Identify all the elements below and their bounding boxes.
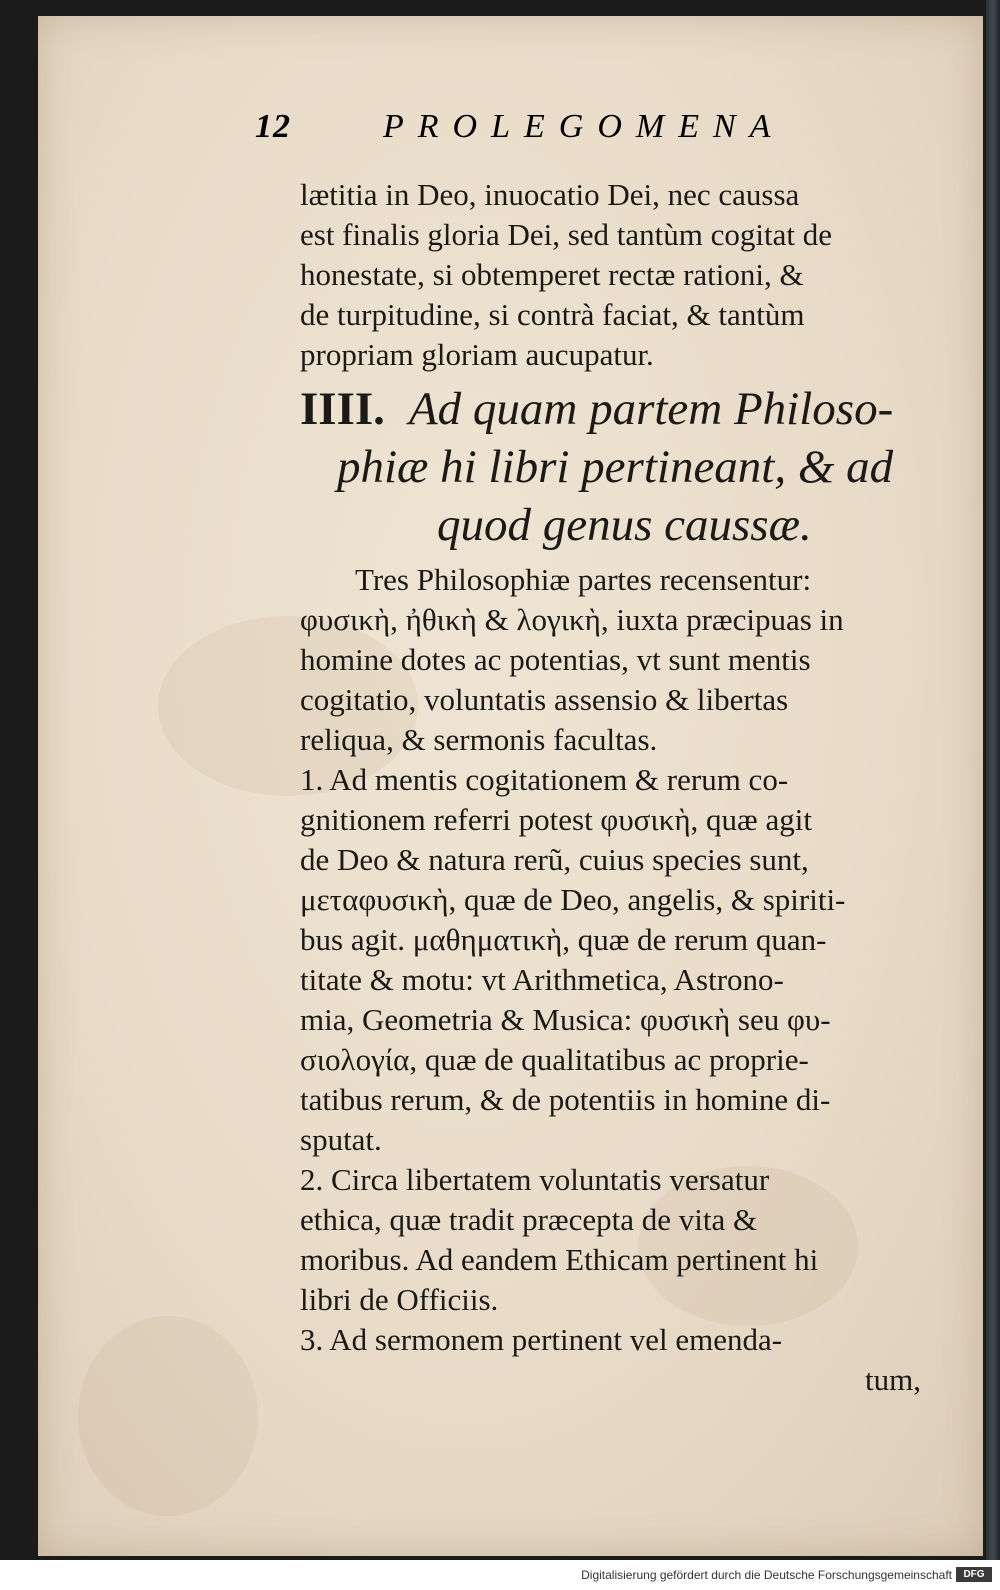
text-line: libri de Officiis. [300, 1282, 499, 1317]
text-line: honestate, si obtemperet rectæ rationi, & [300, 257, 804, 292]
text-line: tatibus rerum, & de potentiis in homine di- [300, 1082, 831, 1117]
heading-line: phiæ hi libri pertineant, & ad [337, 441, 894, 493]
dfg-logo: DFG [956, 1567, 992, 1582]
funding-credit: Digitalisierung gefördert durch die Deutsche Forschungsgemeinschaft [581, 1568, 952, 1582]
running-head: PROLEGOMENA [383, 108, 785, 145]
text-line: propriam gloriam aucupatur. [300, 337, 654, 372]
text-line: lætitia in Deo, inuocatio Dei, nec caussa [300, 177, 800, 212]
text-line: reliqua, & sermonis facultas. [300, 722, 658, 757]
text-line: 1. Ad mentis cogitationem & rerum co- [300, 762, 789, 797]
text-line: 2. Circa libertatem voluntatis versatur [300, 1162, 770, 1197]
text-line: φυσικὴ, ἠθικὴ & λογικὴ, iuxta præcipuas in [300, 602, 844, 637]
digitization-footer [0, 1560, 1000, 1590]
text-line: moribus. Ad eandem Ethicam pertinent hi [300, 1242, 819, 1277]
section-numeral: IIII. [300, 383, 385, 435]
text-line: sputat. [300, 1122, 382, 1157]
heading-line: quod genus caussæ. [437, 499, 812, 551]
text-line: titate & motu: vt Arithmetica, Astrono- [300, 962, 784, 997]
text-line: est finalis gloria Dei, sed tantùm cogitat de [300, 217, 833, 252]
text-line: 3. Ad sermonem pertinent vel emenda- [300, 1322, 783, 1357]
heading-line [300, 380, 893, 438]
text-line: σιολογία, quæ de qualitatibus ac proprie- [300, 1042, 809, 1077]
text-line: Tres Philosophiæ partes recensentur: [355, 562, 812, 597]
text-line: gnitionem referri potest φυσικὴ, quæ agit [300, 802, 812, 837]
text-line: de turpitudine, si contrà faciat, & tantùm [300, 297, 805, 332]
heading-text: Ad quam partem Philoso- [408, 383, 894, 435]
text-line: mia, Geometria & Musica: φυσικὴ seu φυ- [300, 1002, 831, 1037]
text-line: bus agit. μαθηματικὴ, quæ de rerum quan- [300, 922, 827, 957]
page-number: 12 [255, 108, 291, 145]
text-line: homine dotes ac potentias, vt sunt mentis [300, 642, 811, 677]
text-line: cogitatio, voluntatis assensio & libertas [300, 682, 789, 717]
text-line: ethica, quæ tradit præcepta de vita & [300, 1202, 758, 1237]
text-line: μεταφυσικὴ, quæ de Deo, angelis, & spiriti- [300, 882, 846, 917]
text-line: de Deo & natura rerũ, cuius species sunt, [300, 842, 809, 877]
book-edge [986, 0, 1000, 1560]
paper-stain [78, 1316, 258, 1516]
page-header [255, 108, 855, 152]
catchword: tum, [865, 1362, 921, 1397]
